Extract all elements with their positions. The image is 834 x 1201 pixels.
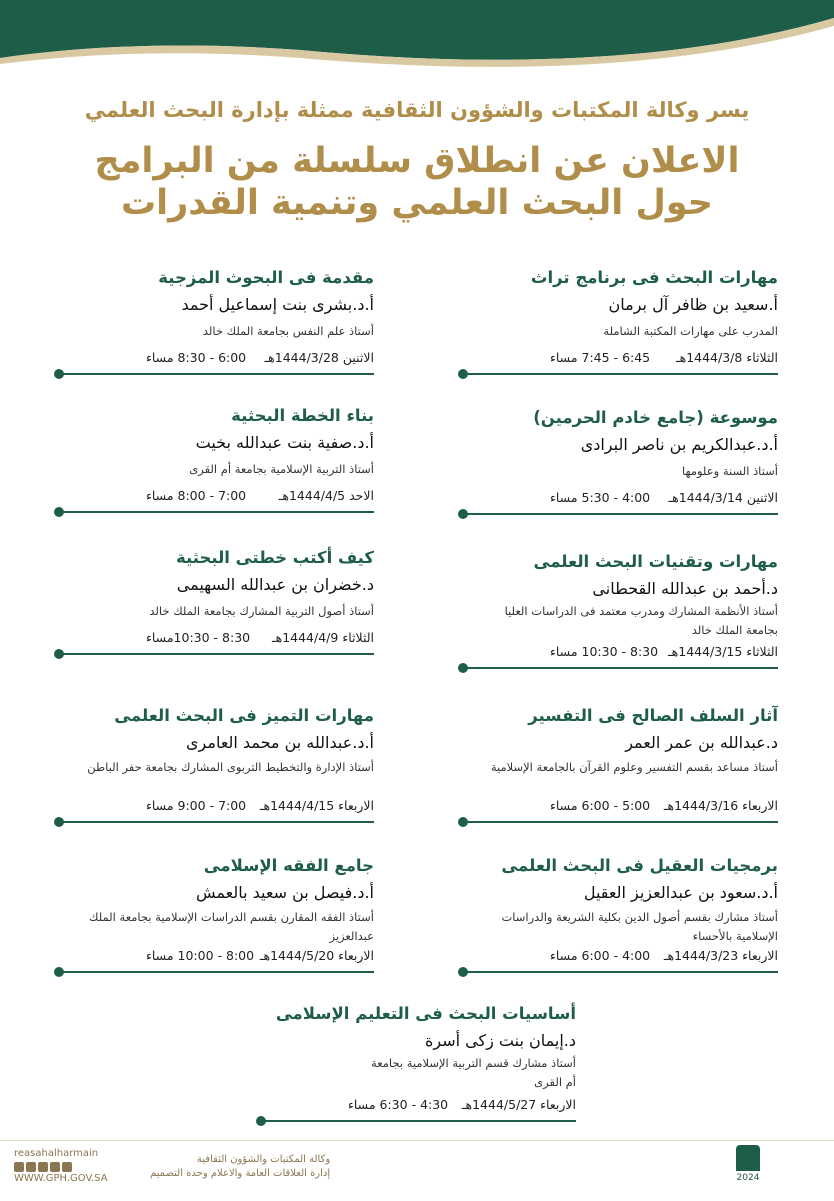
program-speaker-position: أستاذ الفقه المقارن بقسم الدراسات الإسلامية بجامعة الملك عبدالعزيز (89, 910, 374, 943)
social-icons (14, 1162, 108, 1172)
footer (0, 1140, 834, 1201)
ministry-line-1: وكالة المكتبات والشؤون الثقافية (196, 1154, 331, 1165)
card-divider (464, 821, 778, 823)
program-speaker: د.إيمان بنت زكى أسرة (425, 1031, 576, 1050)
program-time: 8:30 - 10:30مساء (146, 630, 251, 645)
program-date: الاربعاء 1444/4/15هـ (259, 798, 374, 813)
program-speaker-position: أستاذ التربية الإسلامية بجامعة أم القرى (189, 462, 374, 476)
program-speaker-position: أستاذ مساعد بقسم التفسير وعلوم القرآن بالجامعة الإسلامية (490, 760, 778, 774)
program-speaker-position: المدرب على مهارات المكتبة الشاملة (603, 324, 778, 338)
program-card (54, 706, 374, 826)
program-card (54, 856, 374, 976)
program-card (256, 1004, 576, 1128)
program-time: 6:45 - 7:45 مساء (550, 350, 651, 365)
program-time: 7:00 - 8:00 مساء (146, 488, 247, 503)
instagram-icon[interactable] (26, 1162, 36, 1172)
headline-line-2: حول البحث العلمي وتنمية القدرات (120, 183, 714, 223)
program-speaker-position: أستاذ الإدارة والتخطيط التربوى المشارك بجامعة حفر الباطن (87, 760, 374, 774)
ministry-text (150, 1153, 330, 1181)
program-speaker: أ.د.سعود بن عبدالعزيز العقيل (583, 883, 778, 902)
card-divider (464, 667, 778, 669)
program-time: 8:30 - 10:30 مساء (550, 644, 659, 659)
program-card (458, 856, 778, 976)
card-divider (464, 373, 778, 375)
program-speaker: د.عبدالله بن عمر العمر (625, 733, 778, 752)
program-card (458, 408, 778, 520)
facebook-icon[interactable] (50, 1162, 60, 1172)
program-title: بناء الخطة البحثية (231, 406, 374, 425)
program-card (54, 548, 374, 660)
program-time: 4:00 - 6:00 مساء (550, 948, 651, 963)
social-block (14, 1147, 108, 1185)
program-speaker: أ.د.بشرى بنت إسماعيل أحمد (181, 295, 374, 314)
card-divider-dot (458, 663, 468, 673)
program-card (54, 406, 374, 518)
youtube-icon[interactable] (38, 1162, 48, 1172)
card-divider-dot (54, 369, 64, 379)
program-card (458, 552, 778, 672)
program-title: جامع الفقه الإسلامى (203, 856, 374, 875)
program-time: 8:00 - 10:00 مساء (146, 948, 255, 963)
card-divider (60, 653, 374, 655)
program-title: مقدمة فى البحوث المزجية (158, 268, 374, 287)
program-card (458, 268, 778, 380)
intro-line: يسر وكالة المكتبات والشؤون الثقافية ممثلة بإدارة البحث العلمي (84, 98, 750, 122)
program-date: الثلاثاء 1444/4/9هـ (271, 630, 374, 645)
program-speaker-position: أستاذ الأنظمة المشارك ومدرب معتمد فى الدراسات العليا بجامعة الملك خالد (504, 604, 778, 637)
program-title: آثار السلف الصالح فى التفسير (528, 706, 778, 725)
card-divider (60, 821, 374, 823)
card-divider-dot (54, 967, 64, 977)
card-divider (464, 971, 778, 973)
program-speaker: د.أحمد بن عبدالله القحطانى (592, 579, 778, 598)
program-time: 4:30 - 6:30 مساء (348, 1097, 449, 1112)
card-divider-dot (458, 369, 468, 379)
program-speaker-position: أستاذ علم النفس بجامعة الملك خالد (202, 324, 374, 338)
program-title: مهارات وتقنيات البحث العلمى (533, 552, 778, 571)
program-time: 4:00 - 5:30 مساء (550, 490, 651, 505)
card-divider (60, 373, 374, 375)
card-divider-dot (458, 509, 468, 519)
program-title: برمجيات العقيل فى البحث العلمى (501, 856, 778, 875)
program-title: كيف أكتب خطتى البحثية (175, 548, 374, 567)
program-time: 6:00 - 8:30 مساء (146, 350, 247, 365)
program-card (54, 268, 374, 380)
program-date: الثلاثاء 1444/3/15هـ (667, 644, 778, 659)
card-divider (262, 1120, 576, 1122)
social-handle[interactable]: reasahalharmain (14, 1148, 99, 1159)
program-date: الاثنين 1444/3/14هـ (668, 490, 778, 505)
program-speaker: أ.د.عبدالكريم بن ناصر البرادى (580, 435, 778, 454)
card-divider-dot (458, 967, 468, 977)
program-date: الاربعاء 1444/3/16هـ (663, 798, 778, 813)
program-time: 5:00 - 6:00 مساء (550, 798, 651, 813)
program-speaker: د.خضران بن عبدالله السهيمى (176, 575, 374, 594)
program-speaker: أ.سعيد بن ظافر آل برمان (608, 295, 778, 314)
program-speaker-position: أستاذ أصول التربية المشارك بجامعة الملك خالد (149, 604, 374, 618)
card-divider (464, 513, 778, 515)
card-divider (60, 511, 374, 513)
vision-emblem (718, 1145, 778, 1184)
program-date: الاربعاء 1444/5/27هـ (461, 1097, 576, 1112)
program-speaker-position: أستاذ مشارك قسم التربية الإسلامية بجامعة أم القرى (371, 1056, 576, 1089)
program-title: موسوعة (جامع خادم الحرمين) (533, 408, 778, 427)
program-speaker-position: أستاذ السنة وعلومها (682, 464, 778, 478)
headline-line-1: الاعلان عن انطلاق سلسلة من البرامج (94, 141, 740, 181)
program-date: الاربعاء 1444/5/20هـ (259, 948, 374, 963)
twitter-icon[interactable] (14, 1162, 24, 1172)
emblem-year: 2024 (736, 1173, 760, 1183)
program-speaker: أ.د.صفية بنت عبدالله بخيت (195, 433, 374, 452)
program-date: الاثنين 1444/3/28هـ (264, 350, 374, 365)
emblem-icon (736, 1145, 760, 1171)
program-title: مهارات البحث فى برنامج تراث (530, 268, 778, 287)
program-speaker-position: أستاذ مشارك بقسم أصول الدين بكلية الشريعة والدراسات الإسلامية بالأحساء (501, 910, 778, 943)
top-decorative-band (0, 0, 834, 70)
program-date: الاربعاء 1444/3/23هـ (663, 948, 778, 963)
card-divider (60, 971, 374, 973)
program-title: أساسيات البحث فى التعليم الإسلامى (275, 1004, 576, 1023)
snapchat-icon[interactable] (62, 1162, 72, 1172)
card-divider-dot (54, 817, 64, 827)
program-date: الاحد 1444/4/5هـ (278, 488, 374, 503)
announcement-headline (0, 140, 834, 224)
ministry-line-2: إدارة العلاقات العامة والاعلام وحدة التصميم (150, 1168, 331, 1179)
program-card (458, 706, 778, 826)
program-speaker: أ.د.فيصل بن سعيد بالعمش (195, 883, 374, 902)
card-divider-dot (54, 507, 64, 517)
program-speaker: أ.د.عبدالله بن محمد العامرى (186, 733, 374, 752)
program-time: 7:00 - 9:00 مساء (146, 798, 247, 813)
card-divider-dot (54, 649, 64, 659)
program-date: الثلاثاء 1444/3/8هـ (675, 350, 778, 365)
card-divider-dot (458, 817, 468, 827)
card-divider-dot (256, 1116, 266, 1126)
website-link[interactable]: WWW.GPH.GOV.SA (14, 1173, 108, 1184)
program-title: مهارات التميز فى البحث العلمى (114, 706, 374, 725)
